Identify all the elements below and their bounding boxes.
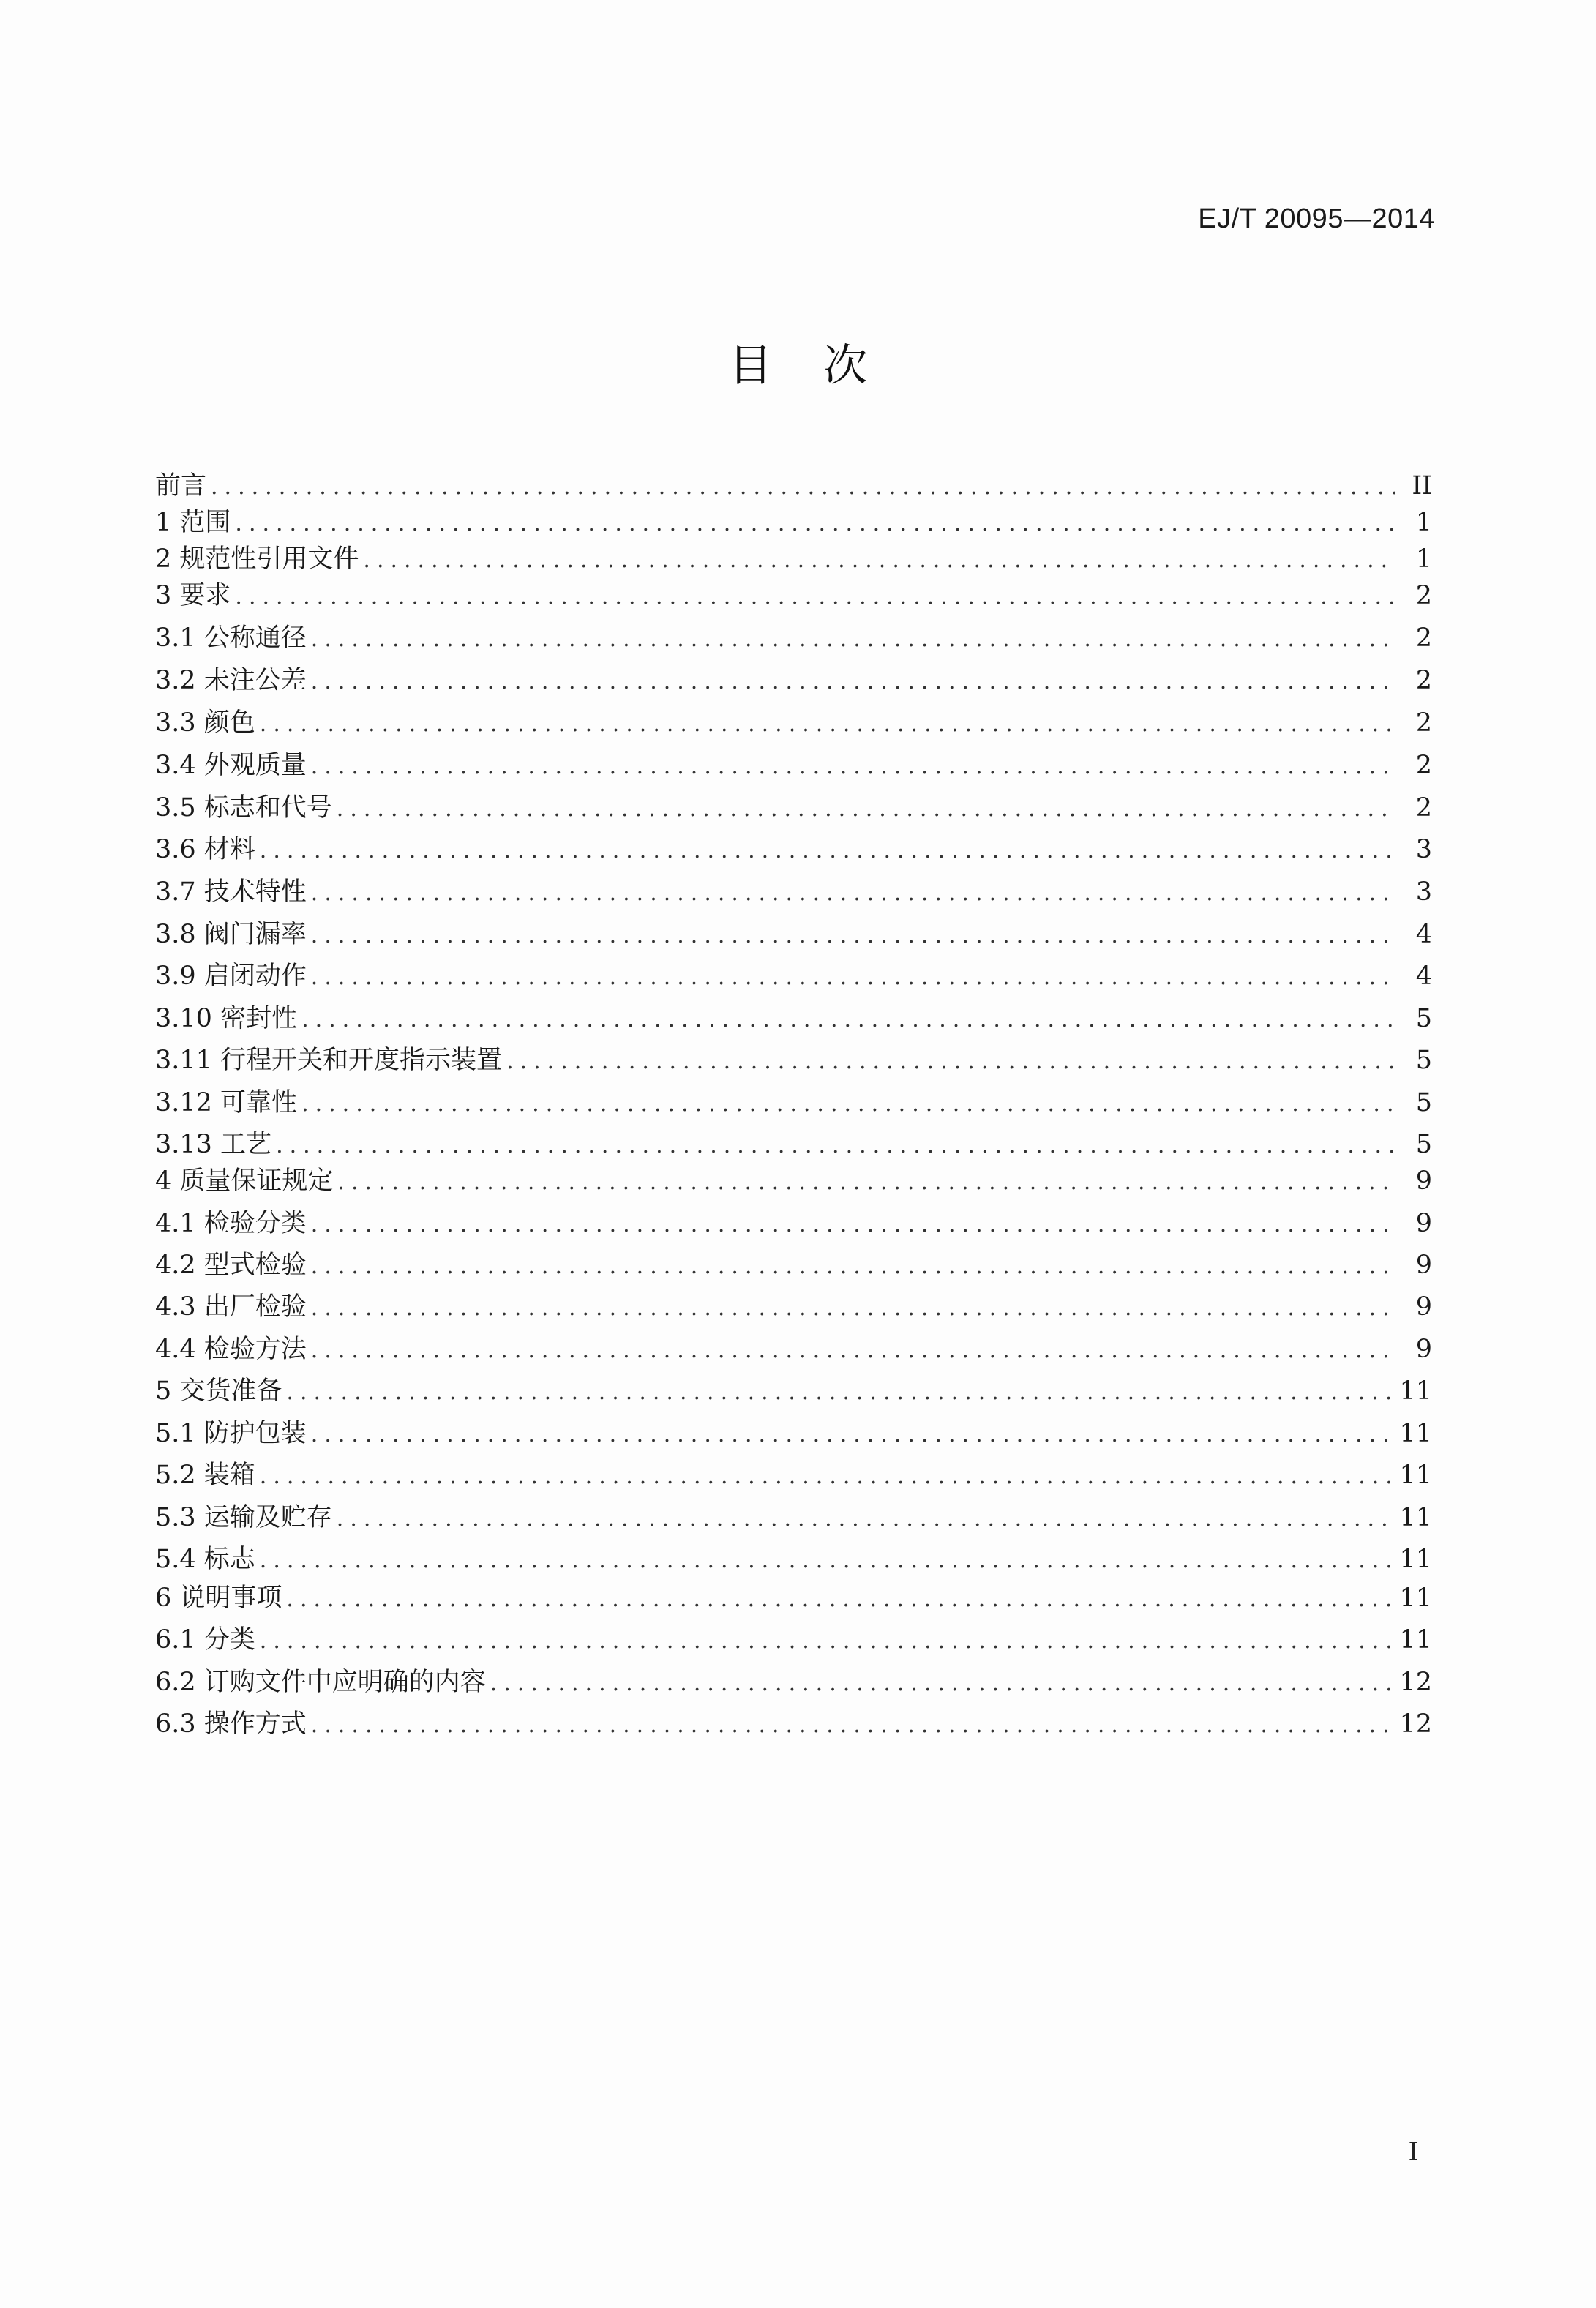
toc-leader-dots — [311, 876, 1395, 911]
toc-leader-dots — [490, 1666, 1393, 1701]
toc-entry-page: 9 — [1415, 1209, 1432, 1238]
toc-entry-title: 3.4 外观质量 — [155, 751, 307, 780]
toc-leader-dots — [260, 833, 1395, 869]
toc-leader-dots — [311, 1249, 1395, 1284]
toc-entry-title: 3.9 启闭动作 — [155, 962, 307, 991]
toc-entry-page: 9 — [1415, 1292, 1432, 1322]
toc-entry-title: 3.11 行程开关和开度指示装置 — [155, 1046, 503, 1075]
toc-entry-page: 5 — [1415, 1088, 1432, 1117]
toc-entry-page: 2 — [1415, 793, 1432, 823]
toc-entry[interactable] — [155, 468, 1432, 503]
page-number: I — [1409, 2136, 1418, 2167]
toc-leader-dots — [506, 1044, 1395, 1079]
toc-entry[interactable] — [155, 1085, 1432, 1120]
toc-entry-page: 5 — [1415, 1130, 1432, 1159]
toc-leader-dots — [311, 1291, 1395, 1326]
toc-entry[interactable] — [155, 705, 1432, 741]
standard-code: EJ/T 20095—2014 — [1198, 203, 1435, 234]
toc-entry-title: 4 质量保证规定 — [155, 1166, 334, 1196]
page-title: 目次 — [728, 340, 919, 391]
toc-entry-title: 1 范围 — [155, 508, 231, 537]
toc-entry[interactable] — [155, 917, 1432, 952]
toc-entry-title: 4.4 检验方法 — [155, 1335, 307, 1364]
toc-entry-page: 12 — [1399, 1709, 1432, 1739]
toc-entry-page: 9 — [1415, 1335, 1432, 1364]
toc-entry[interactable] — [155, 621, 1432, 656]
toc-entry-page: 2 — [1415, 581, 1432, 610]
toc-leader-dots — [260, 707, 1395, 742]
toc-entry-page: 2 — [1415, 708, 1432, 738]
toc-entry[interactable] — [155, 1164, 1432, 1199]
toc-leader-dots — [301, 1087, 1395, 1122]
toc-leader-dots — [337, 1165, 1395, 1200]
toc-entry[interactable] — [155, 748, 1432, 783]
toc-entry-title: 4.2 型式检验 — [155, 1251, 307, 1280]
toc-entry[interactable] — [155, 1206, 1432, 1241]
toc-entry-title: 6 说明事项 — [155, 1584, 282, 1613]
toc-entry-page: 4 — [1415, 920, 1432, 949]
toc-leader-dots — [235, 506, 1395, 542]
toc-entry-title: 3.7 技术特性 — [155, 877, 307, 907]
toc-leader-dots — [311, 1333, 1395, 1368]
toc-entry-title: 3.12 可靠性 — [155, 1088, 298, 1117]
toc-entry[interactable] — [155, 1500, 1432, 1535]
toc-entry-page: 3 — [1415, 835, 1432, 864]
toc-entry-title: 4.3 出厂检验 — [155, 1292, 307, 1322]
toc-entry-page: 12 — [1399, 1668, 1432, 1697]
toc-leader-dots — [363, 543, 1395, 578]
toc-entry[interactable] — [155, 1581, 1432, 1616]
toc-entry[interactable] — [155, 1458, 1432, 1493]
toc-entry[interactable] — [155, 1043, 1432, 1078]
toc-entry-title: 5.2 装箱 — [155, 1461, 255, 1490]
toc-entry-title: 5.3 运输及贮存 — [155, 1503, 332, 1532]
toc-entry[interactable] — [155, 1622, 1432, 1657]
toc-leader-dots — [311, 960, 1395, 995]
toc-entry-page: 11 — [1399, 1419, 1432, 1448]
toc-entry-page: 2 — [1415, 623, 1432, 653]
toc-entry-title: 4.1 检验分类 — [155, 1209, 307, 1238]
toc-leader-dots — [260, 1624, 1393, 1659]
toc-entry-page: 5 — [1415, 1004, 1432, 1033]
toc-entry[interactable] — [155, 874, 1432, 910]
toc-entry-title: 3.3 颜色 — [155, 708, 255, 738]
toc-entry-title: 5.1 防护包装 — [155, 1419, 307, 1448]
toc-entry-title: 3.5 标志和代号 — [155, 793, 332, 823]
toc-entry[interactable] — [155, 790, 1432, 825]
toc-entry-title: 3 要求 — [155, 581, 231, 610]
toc-entry[interactable] — [155, 1332, 1432, 1367]
toc-leader-dots — [286, 1582, 1392, 1617]
toc-entry[interactable] — [155, 1001, 1432, 1036]
toc-entry-title: 6.1 分类 — [155, 1625, 255, 1655]
toc-entry[interactable] — [155, 663, 1432, 698]
toc-leader-dots — [311, 664, 1395, 700]
toc-leader-dots — [311, 1417, 1393, 1453]
toc-entry-title: 6.2 订购文件中应明确的内容 — [155, 1668, 486, 1697]
toc-entry[interactable] — [155, 1248, 1432, 1283]
toc-entry[interactable] — [155, 832, 1432, 867]
toc-entry-page: II — [1412, 471, 1432, 501]
toc-entry-title: 前言 — [155, 471, 207, 501]
toc-entry-page: 11 — [1399, 1376, 1432, 1406]
toc-leader-dots — [311, 749, 1395, 784]
toc-leader-dots — [311, 918, 1395, 953]
toc-entry-page: 9 — [1415, 1251, 1432, 1280]
toc-entry[interactable] — [155, 1374, 1432, 1409]
toc-entry[interactable] — [155, 1706, 1432, 1742]
toc-entry-title: 3.6 材料 — [155, 835, 255, 864]
toc-entry[interactable] — [155, 578, 1432, 613]
toc-entry-page: 2 — [1415, 666, 1432, 695]
toc-entry-title: 2 规范性引用文件 — [155, 544, 359, 574]
toc-entry-page: 5 — [1415, 1046, 1432, 1075]
toc-leader-dots — [286, 1375, 1392, 1410]
toc-leader-dots — [337, 792, 1395, 827]
toc-leader-dots — [235, 580, 1395, 615]
toc-entry-title: 3.2 未注公差 — [155, 666, 307, 695]
toc-entry-page: 2 — [1415, 751, 1432, 780]
toc-leader-dots — [311, 622, 1395, 657]
toc-leader-dots — [311, 1708, 1393, 1743]
toc-leader-dots — [311, 1207, 1395, 1243]
toc-entry-title: 3.8 阀门漏率 — [155, 920, 307, 949]
toc-entry-page: 1 — [1415, 544, 1432, 574]
toc-entry-page: 3 — [1415, 877, 1432, 907]
toc-entry[interactable] — [155, 1416, 1432, 1451]
toc-entry-page: 11 — [1399, 1625, 1432, 1655]
toc-entry-page: 4 — [1415, 962, 1432, 991]
toc-entry-title: 5.4 标志 — [155, 1545, 255, 1574]
toc-entry-page: 11 — [1399, 1584, 1432, 1613]
toc-entry-page: 11 — [1399, 1503, 1432, 1532]
toc-leader-dots — [260, 1543, 1393, 1578]
toc-entry-page: 1 — [1415, 508, 1432, 537]
toc-entry[interactable] — [155, 1127, 1432, 1162]
toc-entry-title: 6.3 操作方式 — [155, 1709, 307, 1739]
toc-leader-dots — [260, 1459, 1393, 1494]
toc-entry[interactable] — [155, 505, 1432, 540]
toc-entry[interactable] — [155, 1289, 1432, 1325]
toc-leader-dots — [276, 1128, 1395, 1164]
toc-entry-page: 11 — [1399, 1461, 1432, 1490]
toc-entry[interactable] — [155, 1542, 1432, 1577]
toc-entry-page: 11 — [1399, 1545, 1432, 1574]
toc-leader-dots — [211, 470, 1395, 505]
toc-entry-title: 5 交货准备 — [155, 1376, 282, 1406]
toc-entry-title: 3.13 工艺 — [155, 1130, 272, 1159]
toc-entry[interactable] — [155, 542, 1432, 577]
toc-entry[interactable] — [155, 1665, 1432, 1700]
toc-leader-dots — [337, 1502, 1393, 1537]
toc-entry-page: 9 — [1415, 1166, 1432, 1196]
toc-entry[interactable] — [155, 959, 1432, 994]
toc-leader-dots — [301, 1003, 1395, 1038]
toc-entry-title: 3.1 公称通径 — [155, 623, 307, 653]
toc-entry-title: 3.10 密封性 — [155, 1004, 298, 1033]
